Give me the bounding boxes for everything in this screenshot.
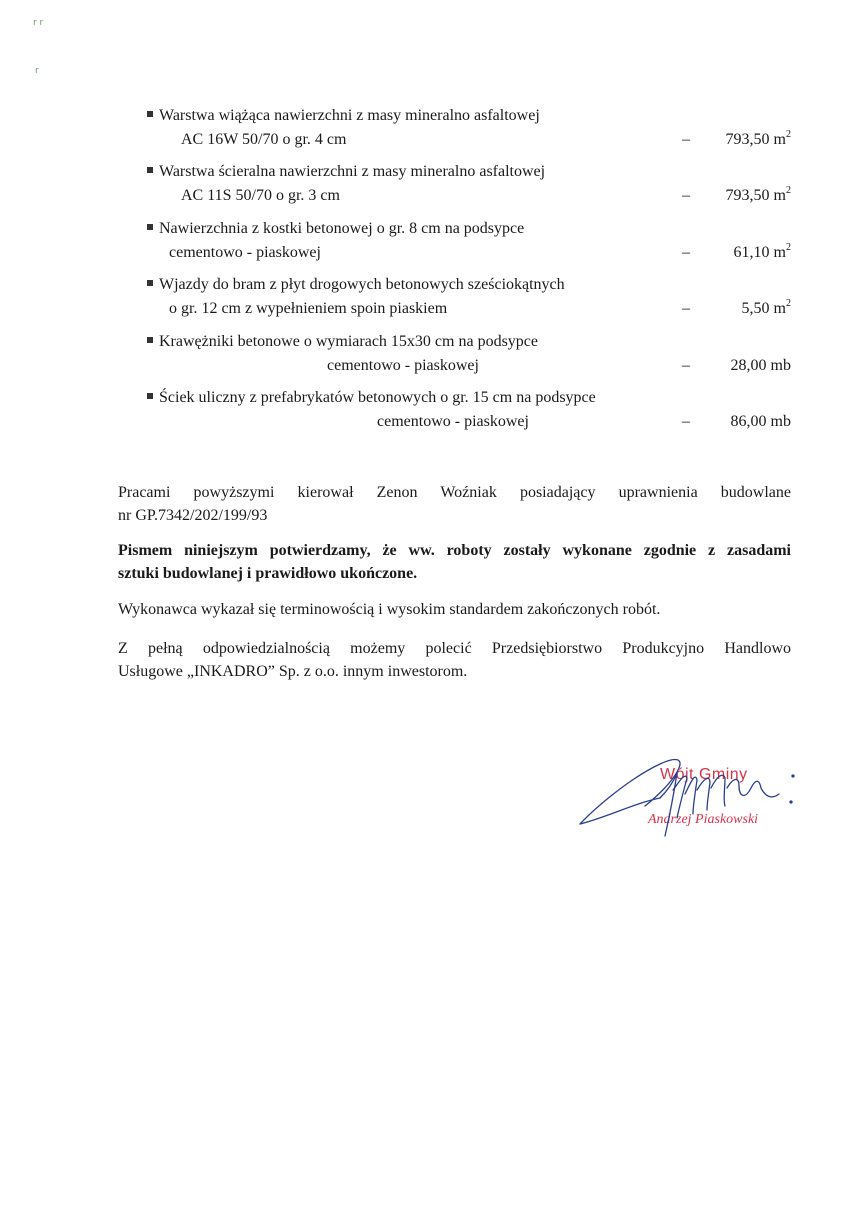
supervisor-paragraph: [118, 481, 791, 527]
unit-superscript: 2: [786, 242, 791, 253]
work-item-description: Warstwa ścieralna nawierzchni z masy mineralno asfaltowej: [159, 163, 546, 180]
corner-mark-top: r r: [33, 18, 44, 28]
work-item: [147, 104, 791, 152]
work-item: [147, 273, 791, 321]
work-item-continuation: cementowo - piaskowej: [327, 357, 479, 374]
work-item-description: Krawężniki betonowe o wymiarach 15x30 cm na podsypce: [159, 333, 538, 350]
unit-superscript: 2: [786, 298, 791, 309]
signature-icon: [575, 748, 805, 843]
work-item-continuation: cementowo - piaskowej: [377, 413, 529, 430]
confirmation-line: sztuki budowlanej i prawidłowo ukończone.: [118, 565, 418, 582]
work-item-dash: –: [682, 357, 690, 374]
stamp-name: Andrzej Piaskowski: [648, 812, 759, 827]
work-item-quantity: 86,00 mb: [730, 413, 791, 430]
recommendation-paragraph: [118, 637, 791, 683]
work-item-quantity: 793,50 $m^2$: [725, 129, 791, 148]
work-item: [147, 386, 791, 434]
work-item: [147, 330, 791, 378]
work-item-quantity: 61,10 $m^2$: [733, 242, 791, 261]
confirmation-line: Pismem niniejszym potwierdzamy, że ww. roboty zostały wykonane zgodnie z zasadami: [118, 542, 791, 559]
license-number: nr GP.7342/202/199/93: [118, 507, 268, 524]
unit-superscript: 2: [786, 129, 791, 140]
unit-superscript: 2: [786, 185, 791, 196]
bullet-icon: [147, 224, 153, 230]
work-item-quantity: 28,00 mb: [730, 357, 791, 374]
work-item-continuation: AC 16W 50/70 o gr. 4 cm: [181, 131, 347, 148]
work-item-quantity: 793,50 $m^2$: [725, 185, 791, 204]
work-item-dash: –: [682, 413, 690, 430]
stamp-title: Wójt Gminy: [660, 766, 748, 783]
bullet-icon: [147, 280, 153, 286]
contractor-paragraph: [118, 598, 791, 621]
work-item-continuation: o gr. 12 cm z wypełnieniem spoin piaskiem: [169, 300, 448, 317]
corner-mark-bottom: r: [35, 66, 39, 76]
work-item-description: Warstwa wiążąca nawierzchni z masy mineralno asfaltowej: [159, 107, 540, 124]
supervisor-line: Pracami powyższymi kierował Zenon Woźniak posiadający uprawnienia budowlane: [118, 484, 791, 501]
bullet-icon: [147, 393, 153, 399]
work-item-quantity: 5,50 $m^2$: [741, 298, 791, 317]
work-item-dash: –: [682, 244, 690, 261]
work-item: [147, 160, 791, 208]
work-item-dash: –: [682, 300, 690, 317]
confirmation-paragraph: [118, 539, 791, 585]
work-item-dash: –: [682, 187, 690, 204]
work-item-description: Ściek uliczny z prefabrykatów betonowych o gr. 15 cm na podsypce: [159, 389, 596, 406]
work-item-dash: –: [682, 131, 690, 148]
work-item-continuation: cementowo - piaskowej: [169, 244, 321, 261]
recommendation-line: Z pełną odpowiedzialnością możemy polecić Przedsiębiorstwo Produkcyjno Handlowo: [118, 640, 791, 657]
work-item: [147, 217, 791, 265]
bullet-icon: [147, 167, 153, 173]
bullet-icon: [147, 111, 153, 117]
recommendation-line: Usługowe „INKADRO” Sp. z o.o. innym inwestorom.: [118, 663, 468, 680]
contractor-line: Wykonawca wykazał się terminowością i wysokim standardem zakończonych robót.: [118, 601, 661, 618]
work-item-description: Wjazdy do bram z płyt drogowych betonowych sześciokątnych: [159, 276, 565, 293]
work-item-description: Nawierzchnia z kostki betonowej o gr. 8 cm na podsypce: [159, 220, 525, 237]
work-item-continuation: AC 11S 50/70 o gr. 3 cm: [181, 187, 340, 204]
bullet-icon: [147, 337, 153, 343]
